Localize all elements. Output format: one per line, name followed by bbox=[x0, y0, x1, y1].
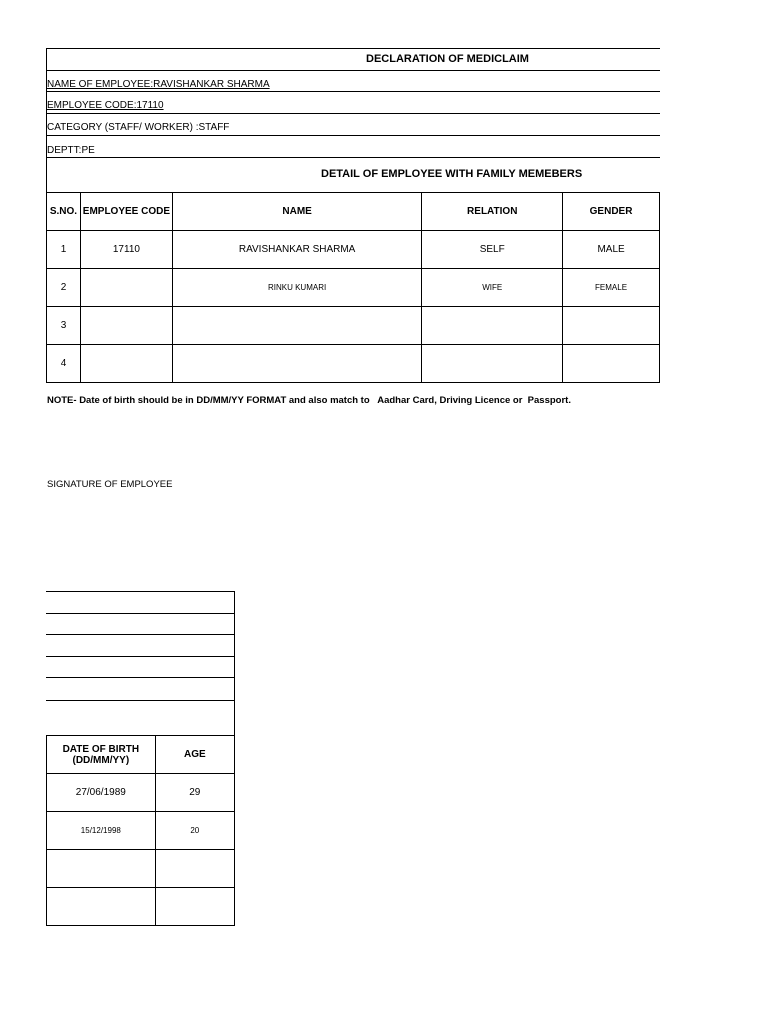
cell-sno: 4 bbox=[47, 345, 81, 383]
cell-gender bbox=[563, 307, 660, 345]
cell-sno: 1 bbox=[47, 231, 81, 269]
note-text: NOTE- Date of birth should be in DD/MM/YY FORMAT and also match to Aadhar Card, Driving Licence or Passport. bbox=[47, 395, 571, 406]
department-line: DEPTT:PE bbox=[47, 145, 95, 156]
header-top-border bbox=[46, 48, 660, 49]
header-divider bbox=[46, 157, 660, 158]
cell-name bbox=[172, 307, 422, 345]
cell-employee-code bbox=[80, 307, 172, 345]
cell-gender: FEMALE bbox=[563, 269, 660, 307]
cell-employee-code: 17110 bbox=[80, 231, 172, 269]
header-divider bbox=[46, 70, 660, 71]
table-row bbox=[47, 269, 660, 307]
blank-line bbox=[46, 656, 234, 657]
header-sno: S.NO. bbox=[47, 193, 81, 231]
header-divider bbox=[46, 91, 660, 92]
table-header-row bbox=[47, 193, 660, 231]
table-row bbox=[47, 812, 235, 850]
cell-date-of-birth: 15/12/1998 bbox=[47, 812, 156, 850]
blank-line bbox=[46, 700, 234, 701]
table-row bbox=[47, 774, 235, 812]
header-divider bbox=[46, 135, 660, 136]
cell-age: 29 bbox=[155, 774, 234, 812]
cell-sno: 2 bbox=[47, 269, 81, 307]
header-gender: GENDER bbox=[563, 193, 660, 231]
table-row bbox=[47, 888, 235, 926]
family-detail-title: DETAIL OF EMPLOYEE WITH FAMILY MEMEBERS bbox=[321, 168, 583, 180]
blank-line bbox=[46, 613, 234, 614]
form-title: DECLARATION OF MEDICLAIM bbox=[366, 53, 529, 65]
table-row bbox=[47, 345, 660, 383]
header-name: NAME bbox=[172, 193, 422, 231]
blank-block-right-border bbox=[234, 591, 235, 735]
cell-relation: WIFE bbox=[422, 269, 563, 307]
cell-employee-code bbox=[80, 345, 172, 383]
table-row bbox=[47, 231, 660, 269]
cell-relation bbox=[422, 307, 563, 345]
cell-name: RINKU KUMARI bbox=[172, 269, 422, 307]
cell-relation bbox=[422, 345, 563, 383]
family-members-table bbox=[46, 192, 660, 383]
signature-label: SIGNATURE OF EMPLOYEE bbox=[47, 479, 173, 490]
employee-code-line: EMPLOYEE CODE:17110 bbox=[47, 100, 164, 111]
header-employee-code: EMPLOYEE CODE bbox=[80, 193, 172, 231]
cell-age bbox=[155, 888, 234, 926]
dob-age-table bbox=[46, 735, 235, 926]
header-date-of-birth: DATE OF BIRTH (DD/MM/YY) bbox=[47, 736, 156, 774]
cell-employee-code bbox=[80, 269, 172, 307]
cell-sno: 3 bbox=[47, 307, 81, 345]
employee-name-line: NAME OF EMPLOYEE:RAVISHANKAR SHARMA bbox=[47, 79, 270, 90]
cell-name bbox=[172, 345, 422, 383]
cell-gender: MALE bbox=[563, 231, 660, 269]
table-row bbox=[47, 850, 235, 888]
cell-date-of-birth: 27/06/1989 bbox=[47, 774, 156, 812]
header-age: AGE bbox=[155, 736, 234, 774]
table-header-row bbox=[47, 736, 235, 774]
cell-age bbox=[155, 850, 234, 888]
blank-line bbox=[46, 591, 234, 592]
blank-line bbox=[46, 677, 234, 678]
header-divider bbox=[46, 113, 660, 114]
category-line: CATEGORY (STAFF/ WORKER) :STAFF bbox=[47, 122, 230, 133]
cell-relation: SELF bbox=[422, 231, 563, 269]
cell-date-of-birth bbox=[47, 888, 156, 926]
cell-gender bbox=[563, 345, 660, 383]
cell-age: 20 bbox=[155, 812, 234, 850]
cell-name: RAVISHANKAR SHARMA bbox=[172, 231, 422, 269]
cell-date-of-birth bbox=[47, 850, 156, 888]
header-left-border bbox=[46, 48, 47, 192]
header-relation: RELATION bbox=[422, 193, 563, 231]
table-row bbox=[47, 307, 660, 345]
blank-line bbox=[46, 634, 234, 635]
